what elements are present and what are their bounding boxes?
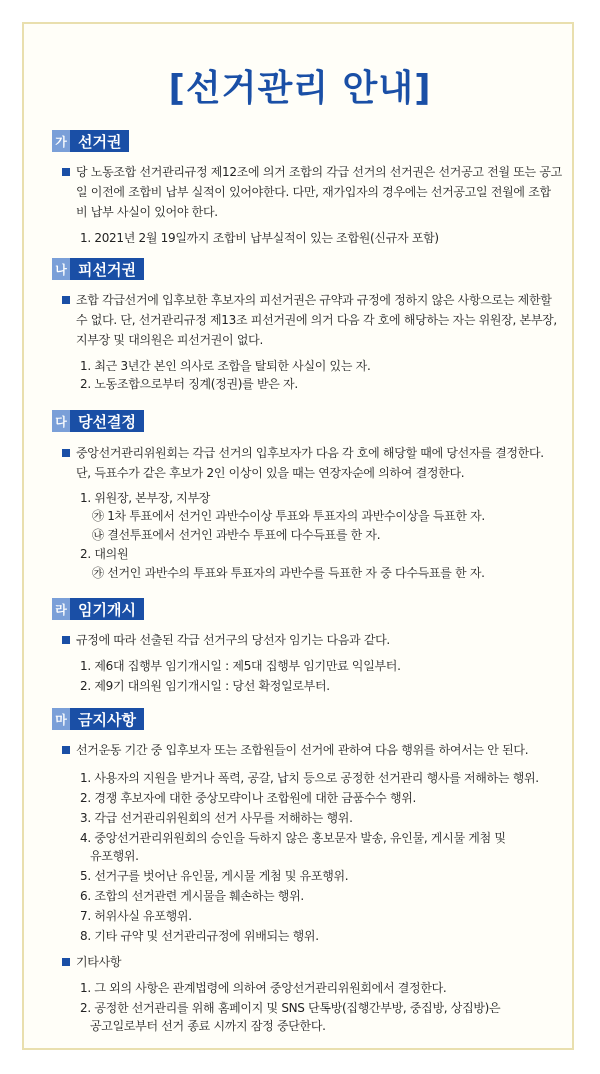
section-title: 피선거권: [70, 258, 144, 280]
section-letter: 마: [52, 708, 70, 730]
list-item: 2. 노동조합으로부터 징계(정권)를 받은 자.: [80, 377, 298, 391]
section-paragraph: [62, 630, 562, 650]
section-paragraph: [62, 290, 562, 350]
square-bullet-icon: [62, 746, 70, 754]
square-bullet-icon: [62, 636, 70, 644]
list-item: 1. 2021년 2월 19일까지 조합비 납부실적이 있는 조합원(신규자 포함): [80, 231, 439, 245]
paragraph-text: 중앙선거관리위원회는 각급 선거의 입후보자가 다음 각 호에 해당할 때에 당선자를 결정한다. 단, 득표수가 같은 후보가 2인 이상이 있을 때는 연장자순에 의하여 결정한다.: [76, 446, 544, 480]
section-title: 금지사항: [70, 708, 144, 730]
list-item: 3. 각급 선거관리위원회의 선거 사무를 저해하는 행위.: [80, 811, 353, 825]
section-header-term-start: [52, 598, 144, 620]
paragraph-text: 선거운동 기간 중 입후보자 또는 조합원들이 선거에 관하여 다음 행위를 하여서는 안 된다.: [76, 743, 529, 757]
list-item: 5. 선거구를 벗어난 유인물, 게시물 게첨 및 유포행위.: [80, 869, 349, 883]
section-paragraph: [62, 162, 562, 222]
list-item: 7. 허위사실 유포행위.: [80, 909, 192, 923]
section-letter: 나: [52, 258, 70, 280]
list-item: 1. 최근 3년간 본인 의사로 조합을 탈퇴한 사실이 있는 자.: [80, 359, 371, 373]
list-item-continuation: 유포행위.: [90, 849, 139, 863]
list-item: 2. 대의원: [80, 547, 129, 561]
section-title: 선거권: [70, 130, 129, 152]
square-bullet-icon: [62, 449, 70, 457]
list-subitem: ㉮ 선거인 과반수의 투표와 투표자의 과반수를 득표한 자 중 다수득표를 한 자.: [92, 566, 485, 580]
list-item-continuation: 공고일로부터 선거 종료 시까지 잠정 중단한다.: [90, 1019, 326, 1033]
section-header-prohibitions: [52, 708, 144, 730]
section-paragraph: [62, 740, 562, 760]
list-item: 8. 기타 규약 및 선거관리규정에 위배되는 행위.: [80, 929, 319, 943]
section-letter: 다: [52, 410, 70, 432]
list-item: 6. 조합의 선거관련 게시물을 훼손하는 행위.: [80, 889, 304, 903]
section-letter: 라: [52, 598, 70, 620]
list-item: 2. 경쟁 후보자에 대한 중상모략이나 조합원에 대한 금품수수 행위.: [80, 791, 417, 805]
square-bullet-icon: [62, 168, 70, 176]
section-header-eligibility: [52, 258, 144, 280]
other-notes-text: 기타사항: [76, 955, 122, 969]
list-item: 2. 공정한 선거관리를 위해 홈페이지 및 SNS 단톡방(집행간부방, 중집방, 상집방)은: [80, 1001, 501, 1015]
list-item: 1. 제6대 집행부 임기개시일 : 제5대 집행부 임기만료 익일부터.: [80, 659, 401, 673]
list-item: 1. 위원장, 본부장, 지부장: [80, 491, 211, 505]
paragraph-text: 조합 각급선거에 입후보한 후보자의 피선거권은 규약과 규정에 정하지 않은 사항으로는 제한할 수 없다. 단, 선거관리규정 제13조 피선거권에 의거 다음 각 호에 해당하는 자는 위원장, 본부장, 지부장 및 대의원은 피선거권이 없다.: [76, 293, 557, 347]
square-bullet-icon: [62, 958, 70, 966]
list-item: 1. 그 외의 사항은 관계법령에 의하여 중앙선거관리위원회에서 결정한다.: [80, 981, 447, 995]
list-item: 1. 사용자의 지원을 받거나 폭력, 공갈, 납치 등으로 공정한 선거관리 행사를 저해하는 행위.: [80, 771, 539, 785]
page-title: [선거관리 안내]: [168, 68, 432, 109]
list-subitem: ㉮ 1차 투표에서 선거인 과반수이상 투표와 투표자의 과반수이상을 득표한 자.: [92, 509, 485, 523]
section-letter: 가: [52, 130, 70, 152]
list-subitem: ㉯ 결선투표에서 선거인 과반수 투표에 다수득표를 한 자.: [92, 528, 381, 542]
section-header-voting-right: [52, 130, 129, 152]
paragraph-text: 당 노동조합 선거관리규정 제12조에 의거 조합의 각급 선거의 선거권은 선거공고 전월 또는 공고일 이전에 조합비 납부 실적이 있어야한다. 다만, 재가입자의 경우에는 선거공고일 전월에 조합비 납부 사실이 있어야 한다.: [76, 165, 562, 219]
section-paragraph: [62, 443, 562, 483]
section-title: 임기개시: [70, 598, 144, 620]
list-item: 4. 중앙선거관리위원회의 승인을 득하지 않은 홍보문자 발송, 유인물, 게시물 게첨 및: [80, 831, 506, 845]
other-notes-label: [62, 952, 562, 972]
section-header-election-decision: [52, 410, 144, 432]
list-item: 2. 제9기 대의원 임기개시일 : 당선 확정일로부터.: [80, 679, 330, 693]
square-bullet-icon: [62, 296, 70, 304]
section-title: 당선결정: [70, 410, 144, 432]
paragraph-text: 규정에 따라 선출된 각급 선거구의 당선자 임기는 다음과 같다.: [76, 633, 390, 647]
